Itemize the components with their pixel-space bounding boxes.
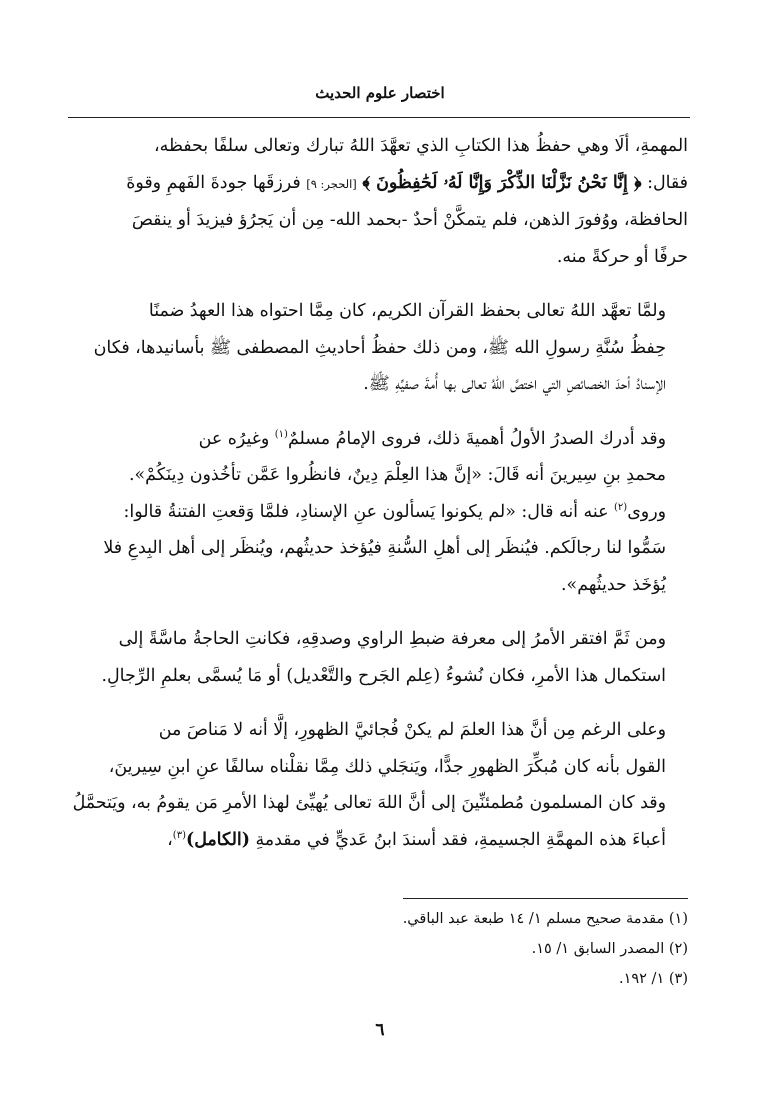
verse-source: [الحجر: ٩] (306, 176, 357, 191)
book-name: (الكامل) (185, 829, 250, 850)
paragraph-2 (70, 293, 688, 403)
text-line (70, 421, 688, 458)
book-title: اختصار علوم الحديث (315, 84, 445, 102)
text-fragment: وغيرُه عن (198, 428, 270, 449)
footnote-3: (٣) ١/ ١٩٢. (618, 971, 688, 987)
text-line: الإسنادُ أحدَ الخصائصِ التي اختصَّ اللهُ تعالى بها أُمةَ صفيِّهِ ﷺ. (363, 374, 666, 394)
text-line (70, 822, 688, 859)
page-number: ٦ (375, 1020, 385, 1040)
text-fragment: وقد أدرك الصدرُ الأولُ أهميةَ ذلك، فروى الإمامُ مسلمٌ (287, 428, 666, 449)
footnotes (70, 904, 688, 994)
paragraph-1 (70, 128, 688, 275)
text-line: ومن ثَمَّ افتقر الأمرُ إلى معرفة ضبطِ الراوي وصدقِهِ، فكانتِ الحاجةُ ماسَّةً إلى (118, 629, 666, 649)
paragraph-5 (70, 712, 688, 858)
text-line: وعلى الرغم مِن أنَّ هذا العلمَ لم يكنْ فُجائيَّ الظهورِ، إلَّا أنه لا مَناصَ من (158, 720, 666, 740)
footnote-ref: (٢) (614, 501, 628, 513)
text-line: الحافظة، ووُفورَ الذهن، فلم يتمكَّنْ أحدٌ -بحمد الله- مِن أن يَجرُؤ فيزيدَ أو ينقصَ (131, 210, 688, 230)
text-fragment: أعباءَ هذه المهمَّةِ الجسيمةِ، فقد أسندَ ابنُ عَديٍّ في مقدمةِ (255, 829, 666, 850)
text-line: وقد كان المسلمون مُطمئنِّينَ إلى أنَّ اللهَ تعالى يُهيِّئ لهذا الأمرِ مَن يقومُ به، ويَتحمَّلُ (72, 793, 666, 813)
text-line: سَمُّوا لنا رجالَكم. فيُنظَر إلى أهلِ السُّنةِ فيُؤخذ حديثُهم، ويُنظَر إلى أهل البِدعِ فلا (103, 538, 666, 558)
text-line: استكمال هذا الأمرِ، فكان نُشوءُ (عِلم الجَرح والتَّعْديل) أو مَا يُسمَّى بعلمِ الرِّجالِ. (101, 665, 666, 686)
text-line (70, 494, 688, 531)
quran-verse: ﴿ إِنَّا نَحْنُ نَزَّلْنَا الذِّكْرَ وَإِنَّا لَهُۥ لَحَٰفِظُونَ ﴾ (362, 172, 642, 193)
text-line: ولمَّا تعهَّد اللهُ تعالى بحفظ القرآن الكريم، كان مِمَّا احتواه هذا العهدُ ضمنًا (148, 301, 666, 321)
text-line: القول بأنه كان مُبكِّرَ الظهورِ جدًّا، ويَنجَلي ذلك مِمَّا نقلْناه سالفًا عنِ ابنِ سِيرينَ، (108, 756, 666, 777)
text-line: المهمةِ، ألَا وهي حفظُ هذا الكتابِ الذي تعهَّدَ اللهُ تبارك وتعالى سلفًا بحفظه، (154, 136, 688, 156)
text-line (70, 165, 688, 203)
header-rule (68, 117, 690, 118)
text-fragment: فرزقَها جودةَ الفَهمِ وقوةَ (126, 172, 301, 193)
text-line: حرفًا أو حركةً منه. (556, 246, 688, 267)
text-line: حِفظُ سُنَّةِ رسولِ الله ﷺ، ومن ذلك حفظُ أحاديثِ المصطفى ﷺ بأسانيدها، فكان (93, 337, 666, 358)
footnote-ref: (١) (274, 428, 288, 440)
footnote-2: (٢) المصدر السابق ١/ ١٥. (531, 941, 688, 957)
text-fragment: ، (167, 829, 173, 850)
paragraph-4 (70, 621, 688, 694)
footnote-1: (١) مقدمة صحيح مسلم ١/ ١٤ طبعة عبد الباقي. (402, 911, 688, 927)
running-header (70, 84, 690, 114)
text-line: محمدِ بنِ سِيرينَ أنه قَالَ: «إنَّ هذا العِلْمَ دِينٌ، فانظُروا عَمَّن تأخُذون دِينَكُمْ». (129, 465, 666, 485)
footnote-ref: (٣) (172, 829, 186, 841)
footnote-rule (403, 898, 688, 899)
paragraph-3 (70, 421, 688, 604)
text-fragment: وروى (627, 501, 666, 522)
text-line: يُؤخَذ حديثُهم». (561, 574, 666, 595)
text-fragment: فقال: (647, 172, 688, 193)
main-text (70, 128, 688, 876)
text-fragment: عنه أنه قال: «لم يكونوا يَسألون عنِ الإسنادِ، فلمَّا وَقعتِ الفتنةُ قالوا: (123, 501, 609, 522)
